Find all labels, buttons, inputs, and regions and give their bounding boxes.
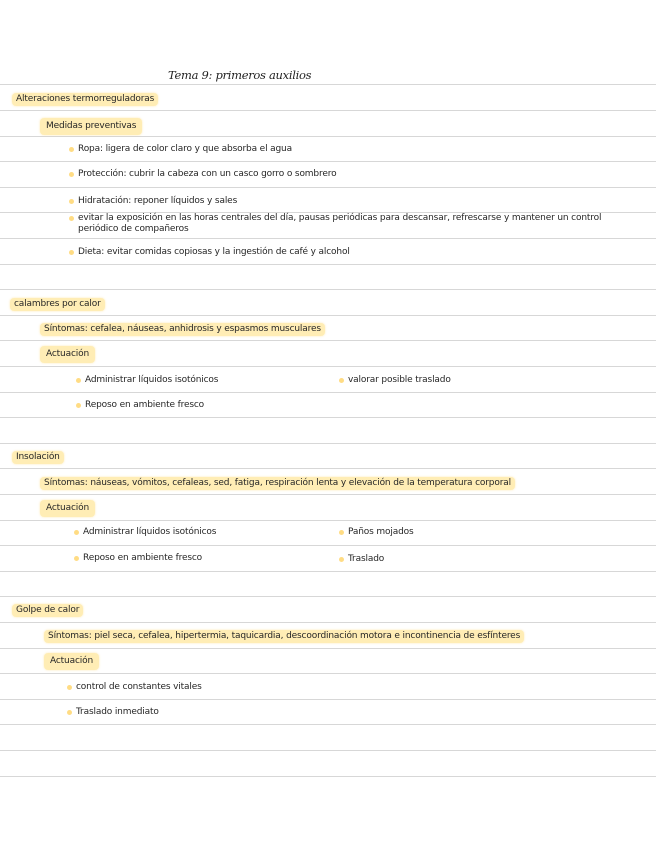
ruled-line: [0, 648, 656, 649]
ruled-line: [0, 392, 656, 393]
ruled-line: [0, 699, 656, 700]
ruled-line: [0, 545, 656, 546]
list-item: Ropa: ligera de color claro y que absorba el agua: [78, 144, 292, 154]
ruled-line: [0, 443, 656, 444]
ruled-line: [0, 84, 656, 85]
list-item: valorar posible traslado: [348, 375, 451, 385]
list-item: Hidratación: reponer líquidos y sales: [78, 196, 238, 206]
symptoms-text: Síntomas: cefalea, náuseas, anhidrosis y espasmos musculares: [40, 323, 325, 336]
list-item: Traslado inmediato: [76, 707, 159, 717]
ruled-line: [0, 724, 656, 725]
ruled-line: [0, 315, 656, 316]
ruled-line: [0, 136, 656, 137]
ruled-line: [0, 417, 656, 418]
ruled-line: [0, 468, 656, 469]
list-item: Paños mojados: [348, 527, 414, 537]
ruled-line: [0, 571, 656, 572]
symptoms-text: Síntomas: náuseas, vómitos, cefaleas, sed, fatiga, respiración lenta y elevación de la temperatura corporal: [40, 477, 515, 490]
ruled-line: [0, 494, 656, 495]
ruled-line: [0, 673, 656, 674]
section-heading: Golpe de calor: [12, 604, 83, 617]
ruled-line: [0, 340, 656, 341]
ruled-line: [0, 289, 656, 290]
list-item: Administrar líquidos isotónicos: [83, 527, 217, 537]
ruled-line: [0, 264, 656, 265]
ruled-line: [0, 366, 656, 367]
list-item: evitar la exposición en las horas centrales del día, pausas periódicas para descansar, refrescarse y mantener un control periódico de compañeros: [78, 213, 608, 235]
list-item: Reposo en ambiente fresco: [83, 553, 203, 563]
section-heading: Alteraciones termorreguladoras: [12, 93, 158, 106]
action-label: Actuación: [40, 500, 95, 517]
ruled-line: [0, 161, 656, 162]
ruled-line: [0, 750, 656, 751]
list-item: Protección: cubrir la cabeza con un casco gorro o sombrero: [78, 169, 337, 179]
ruled-line: [0, 596, 656, 597]
list-item: Reposo en ambiente fresco: [85, 400, 205, 410]
list-item: Administrar líquidos isotónicos: [85, 375, 219, 385]
action-label: Actuación: [40, 346, 95, 363]
subheading: Medidas preventivas: [40, 118, 142, 135]
section-heading: calambres por calor: [10, 298, 105, 311]
page-title: Tema 9: primeros auxilios: [168, 68, 312, 82]
ruled-line: [0, 520, 656, 521]
ruled-line: [0, 238, 656, 239]
ruled-line: [0, 776, 656, 777]
list-item: Traslado: [348, 554, 385, 564]
action-label: Actuación: [44, 653, 99, 670]
ruled-line: [0, 110, 656, 111]
ruled-line: [0, 622, 656, 623]
ruled-line: [0, 187, 656, 188]
section-heading: Insolación: [12, 451, 64, 464]
list-item: Dieta: evitar comidas copiosas y la ingestión de café y alcohol: [78, 247, 350, 257]
symptoms-text: Síntomas: piel seca, cefalea, hipertermia, taquicardia, descoordinación motora e incontinencia de esfínteres: [44, 630, 524, 643]
list-item: control de constantes vitales: [76, 682, 202, 692]
